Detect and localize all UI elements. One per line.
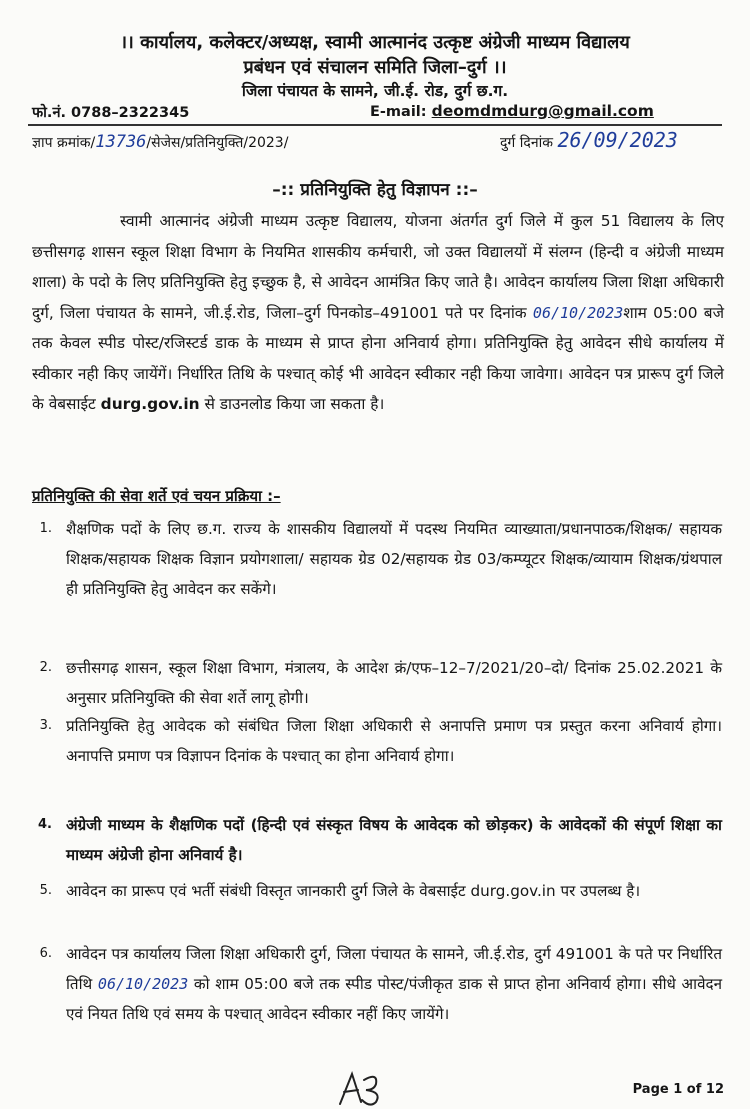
list-item-text: छत्तीसगढ़ शासन, स्कूल शिक्षा विभाग, मंत्रालय, के आदेश क्रं/एफ–12–7/2021/20–दो/ दिनांक 25.02.2021 के अनुसार प्रतिनियुक्ति की सेवा शर्ते लागू होगी।: [66, 659, 722, 707]
list-item-5: [39, 876, 722, 906]
list-item-2: [39, 653, 722, 713]
list-item-number: 4.: [38, 817, 52, 832]
intro-handwritten-date: 06/10/2023: [532, 303, 624, 322]
page-number: Page 1 of 12: [632, 1082, 724, 1097]
list-item-text: अंग्रेजी माध्यम के शैक्षणिक पदों (हिन्दी एवं संस्कृत विषय के आवेदक को छोड़कर) के आवेदकों की संपूर्ण शिक्षा का माध्यम अंग्रेजी होना अनिवार्य है।: [66, 816, 722, 864]
signature-mark: [334, 1068, 394, 1108]
reference-date: [500, 128, 678, 152]
intro-text-1: स्वामी आत्मानंद अंग्रेजी माध्यम उत्कृष्ट विद्यालय, योजना अंतर्गत दुर्ग जिले में कुल 51 विद्यालय के लिए छत्तीसगढ़ शासन स्कूल शिक्षा विभाग के नियमित शासकीय कर्मचारी, जो उक्त विद्यालयों में संलग्न (हिन्दी व अंग्रेजी माध्यम शाला) के पदो के लिए प्रतिनियुक्ति हेतु इच्छुक है, से आवेदन आमंत्रित किए जाते है। आवेदन कार्यालय जिला शिक्षा अधिकारी दुर्ग, जिला पंचायत के सामने, जी.ई.रोड, जिला–दुर्ग पिनकोड–491001 पते पर दिनांक: [32, 212, 724, 322]
phone-number: फो.नं. 0788–2322345: [32, 105, 190, 121]
conditions-heading: प्रतिनियुक्ति की सेवा शर्ते एवं चयन प्रक्रिया :–: [32, 487, 281, 505]
list-item-text-before: आवेदन पत्र कार्यालय जिला शिक्षा अधिकारी दुर्ग, जिला पंचायत के सामने, जी.ई.रोड, दुर्ग 491001 के पते पर निर्धारित तिथि: [66, 945, 722, 993]
intro-text-2: शाम 05:00 बजे तक केवल स्पीड पोस्ट/रजिस्टर्ड डाक के माध्यम से प्राप्त होना अनिवार्य होगा। प्रतिनियुक्ति हेतु आवेदन सीधे कार्यालय में स्वीकार नही किए जायेंगें। निर्धारित तिथि के पश्चात् कोई भी आवेदन स्वीकार नही किया जावेगा। आवेदन पत्र प्रारूप दुर्ग जिले के वेबसाईट: [32, 303, 724, 413]
list-item-text: आवेदन का प्रारूप एवं भर्ती संबंधी विस्तृत जानकारी दुर्ग जिले के वेबसाईट durg.gov.in पर उपलब्ध है।: [66, 882, 641, 900]
reference-handwritten-number: 13736: [95, 132, 147, 152]
list-item-handwritten-date: 06/10/2023: [97, 975, 189, 993]
intro-text-3: से डाउनलोड किया जा सकता है।: [204, 395, 385, 413]
list-item-number: 1.: [39, 521, 52, 536]
intro-paragraph: [32, 206, 724, 420]
list-item-text: प्रतिनियुक्ति हेतु आवेदक को संबंधित जिला शिक्षा अधिकारी से अनापत्ति प्रमाण पत्र प्रस्तुत करना अनिवार्य होगा। अनापत्ति प्रमाण पत्र विज्ञापन दिनांक के पश्चात् का होना अनिवार्य होगा।: [66, 717, 722, 765]
list-item-1: [39, 514, 722, 604]
reference-handwritten-date: 26/09/2023: [557, 128, 678, 152]
list-item-4: [38, 810, 722, 870]
email-label: E-mail:: [370, 104, 427, 120]
list-item-number: 5.: [39, 883, 52, 898]
list-item-3: [39, 711, 722, 771]
list-item-6: [39, 939, 723, 1029]
reference-date-label: दुर्ग दिनांक: [500, 135, 553, 151]
email-line: [370, 102, 654, 120]
list-item-number: 6.: [39, 946, 52, 961]
header-address-line: जिला पंचायत के सामने, जी.ई. रोड, दुर्ग छ.ग.: [241, 82, 509, 100]
list-item-text-after: को शाम 05:00 बजे तक स्पीड पोस्ट/पंजीकृत डाक से प्राप्त होना अनिवार्य होगा। सीधे आवेदन एवं नियत तिथि एवं समय के पश्चात् आवेदन स्वीकार नहीं किए जायेंगे।: [66, 975, 723, 1023]
reference-suffix: /सेजेस/प्रतिनियुक्ति/2023/: [146, 135, 289, 151]
header-committee-line: प्रबंधन एवं संचालन समिति जिला–दुर्ग ।।: [243, 57, 507, 78]
header-divider: [28, 124, 722, 126]
intro-website: durg.gov.in: [100, 395, 200, 413]
list-item-number: 3.: [39, 718, 52, 733]
list-item-text: शैक्षणिक पदों के लिए छ.ग. राज्य के शासकीय विद्यालयों में पदस्थ नियमित व्याख्याता/प्रधानपाठक/शिक्षक/ सहायक शिक्षक/सहायक शिक्षक विज्ञान प्रयोगशाला/ सहायक ग्रेड 02/सहायक ग्रेड 03/कम्प्यूटर शिक्षक/व्यायाम शिक्षक/ग्रंथपाल ही प्रतिनियुक्ति हेतु आवेदन कर सकेंगे।: [66, 520, 722, 598]
reference-prefix: ज्ञाप क्रमांक/: [32, 135, 96, 151]
header-office-line: ।। कार्यालय, कलेक्टर/अध्यक्ष, स्वामी आत्मानंद उत्कृष्ट अंग्रेजी माध्यम विद्यालय: [120, 32, 630, 53]
advertisement-title: –:: प्रतिनियुक्ति हेतु विज्ञापन ::–: [272, 180, 478, 200]
email-address: deomdmdurg@gmail.com: [431, 102, 654, 120]
reference-number: [32, 132, 288, 152]
list-item-number: 2.: [39, 660, 52, 675]
